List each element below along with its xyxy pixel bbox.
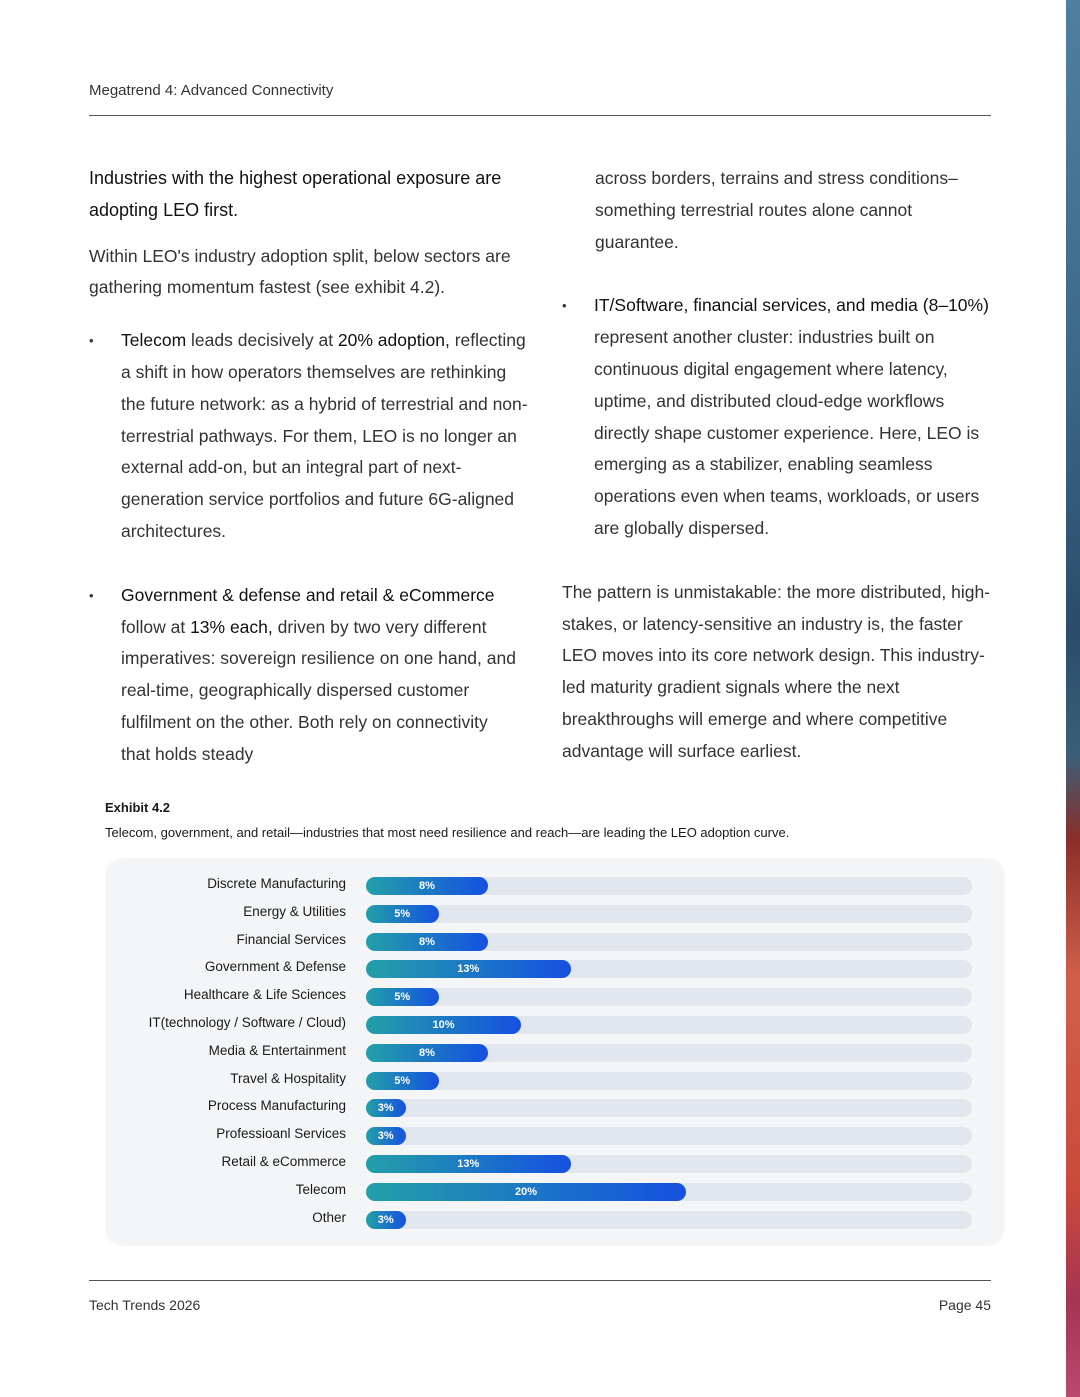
bold-text: 20% adoption, (337, 330, 450, 351)
chart-row (105, 875, 1005, 895)
category-label: Government & Defense (204, 959, 346, 975)
text: leads decisively at (186, 330, 338, 351)
header-rule (89, 115, 991, 116)
bar-track (366, 960, 972, 978)
bullet-government-retail (89, 580, 516, 771)
bar-track (366, 905, 972, 923)
conclusion-paragraph: The pattern is unmistakable: the more distributed, high-stakes, or latency-sensitive an industry is, the faster LEO moves into its core network design. This industry-led maturity gradient signals where the next breakthroughs will emerge and where competitive advantage will surface earliest. (562, 581, 990, 761)
bar: 3% (366, 1099, 406, 1117)
bar-track (366, 1044, 972, 1062)
page-number: Page 45 (938, 1297, 991, 1313)
bar: 8% (366, 933, 488, 951)
exhibit-title: Exhibit 4.2 (105, 800, 171, 815)
chart-row (105, 1181, 1005, 1201)
chart-row (105, 1042, 1005, 1062)
bold-text: Telecom (121, 330, 187, 351)
decorative-edge-strip (1066, 0, 1080, 1397)
chart-row (105, 903, 1005, 923)
bar-track (366, 1127, 972, 1145)
chart-row (105, 958, 1005, 978)
bold-text: Government & defense and retail & eCommerce (121, 584, 495, 605)
chart-row (105, 1097, 1005, 1117)
category-label: Travel & Hospitality (230, 1070, 346, 1086)
category-label: Financial Services (236, 931, 346, 947)
bar: 8% (366, 877, 488, 895)
category-label: Discrete Manufacturing (207, 876, 346, 891)
bar-track (366, 1155, 972, 1173)
bar-track (366, 988, 972, 1006)
footer-publication: Tech Trends 2026 (89, 1297, 201, 1313)
bar: 20% (366, 1183, 686, 1201)
chart-row (105, 1125, 1005, 1145)
category-label: Process Manufacturing (207, 1098, 346, 1114)
adoption-bar-chart (105, 858, 1005, 1246)
section-heading: Industries with the highest operational exposure are adopting LEO first. (89, 168, 502, 220)
text: represent another cluster: industries built on continuous digital engagement where latency, uptime, and distributed cloud-edge workflows directly shape customer experience. Here, LEO is emerging as a stabilizer, enabling seamless operations even when teams, workloads, or users are globally dispersed. (594, 327, 980, 538)
category-label: Other (312, 1209, 346, 1225)
category-label: Healthcare & Life Sciences (183, 987, 346, 1003)
bar-track (366, 1016, 972, 1034)
category-label: Media & Entertainment (208, 1042, 346, 1058)
chart-row (105, 1014, 1005, 1034)
chart-row (105, 1209, 1005, 1229)
footer-rule (89, 1280, 991, 1281)
bar: 13% (366, 1155, 571, 1173)
bar: 10% (366, 1016, 521, 1034)
bar: 3% (366, 1211, 406, 1229)
bold-text: 13% each, (190, 616, 273, 637)
bold-text: IT/Software, financial services, and media (8–10%) (594, 295, 989, 316)
bar-track (366, 1211, 972, 1229)
right-column (562, 163, 992, 768)
category-label: Energy & Utilities (243, 903, 346, 919)
chart-row (105, 986, 1005, 1006)
bar-track (366, 1072, 972, 1090)
bar: 13% (366, 960, 571, 978)
bar: 3% (366, 1127, 406, 1145)
bar: 8% (366, 1044, 488, 1062)
chart-row (105, 931, 1005, 951)
bar: 5% (366, 988, 439, 1006)
chart-row (105, 1070, 1005, 1090)
bullet-telecom (89, 325, 529, 548)
intro-paragraph: Within LEO's industry adoption split, below sectors are gathering momentum fastest (see exhibit 4.2). (89, 245, 511, 298)
text: follow at (121, 616, 191, 637)
category-label: IT(technology / Software / Cloud) (148, 1015, 346, 1030)
text: driven by two very different imperatives: sovereign resilience on one hand, and real-time, geographically dispersed customer fulfilment on the other. Both rely on connectivity that holds steady (121, 616, 516, 764)
left-column (89, 163, 529, 771)
bar: 5% (366, 905, 439, 923)
chart-row (105, 1153, 1005, 1173)
exhibit-subtitle: Telecom, government, and retail—industries that most need resilience and reach—are leading the LEO adoption curve. (105, 825, 790, 840)
bar: 5% (366, 1072, 439, 1090)
running-header: Megatrend 4: Advanced Connectivity (89, 82, 334, 99)
bar-track (366, 877, 972, 895)
continued-text: across borders, terrains and stress conditions–something terrestrial routes alone cannot guarantee. (595, 168, 958, 252)
bar-track (366, 933, 972, 951)
text: reflecting a shift in how operators themselves are rethinking the future network: as a hybrid of terrestrial and non-terrestrial pathways. For them, LEO is no longer an external add-on, but an integral part of next-generation service portfolios and future 6G-aligned architectures. (121, 330, 528, 541)
category-label: Telecom (295, 1181, 346, 1197)
bar-track (366, 1099, 972, 1117)
bar-track (366, 1183, 972, 1201)
bullet-it-finance-media (562, 290, 994, 544)
category-label: Professioanl Services (216, 1126, 346, 1142)
category-label: Retail & eCommerce (221, 1154, 346, 1169)
